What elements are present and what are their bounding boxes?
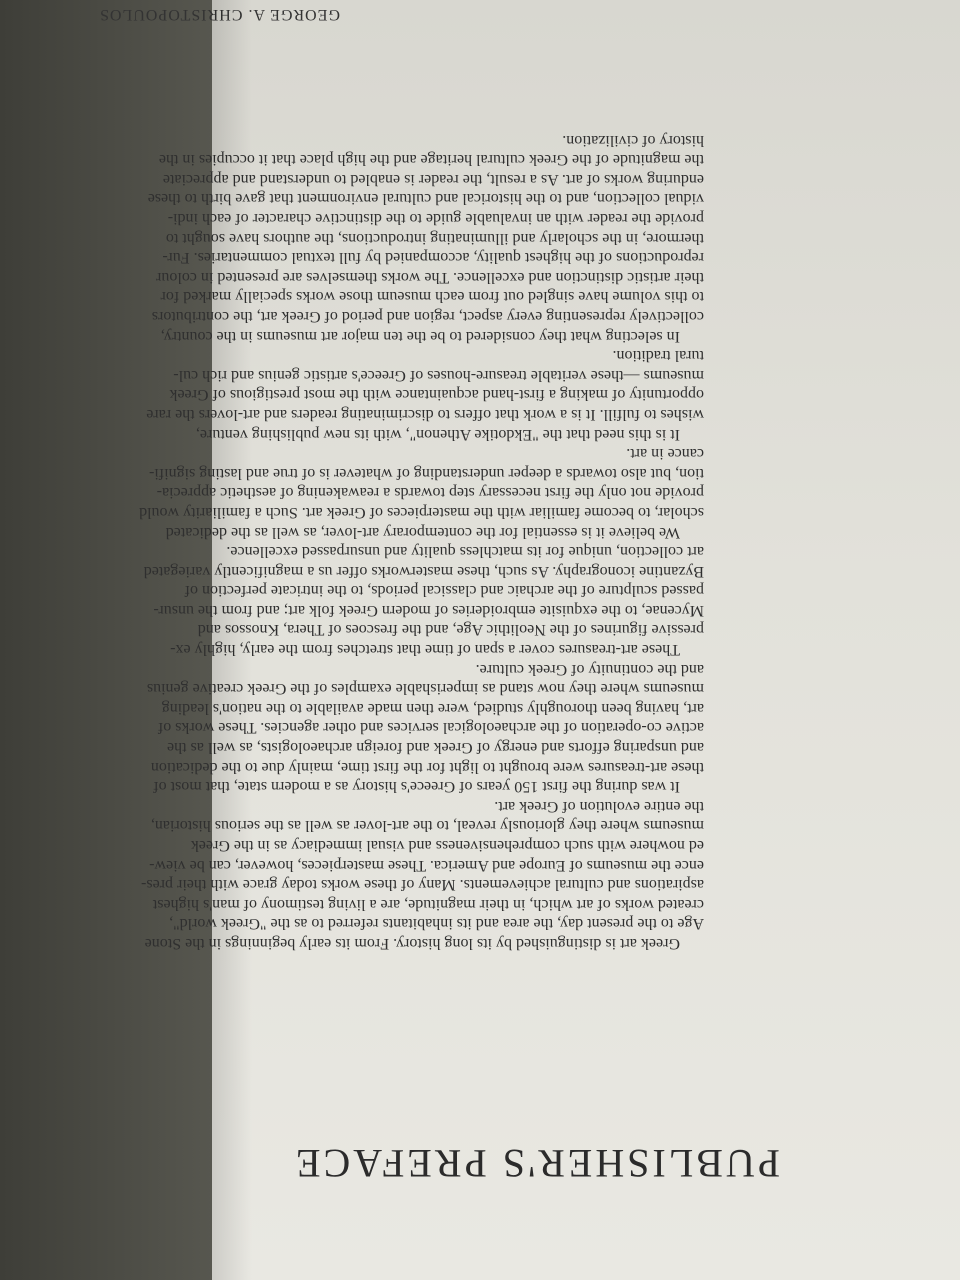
text-line: scholar, to become familiar with the masterpieces of Greek art. Such a familiarity would xyxy=(139,503,704,521)
text-line: pressive figurines of the Neolithic Age, and the frescoes of Thera, Knossos and xyxy=(197,621,704,639)
text-line: museums where they now stand as imperishable examples of the Greek creative genius xyxy=(146,680,704,698)
text-line: opportunity of making a first-hand acquaintance with the most prestigious of Greek xyxy=(169,386,704,404)
text-line: thermore, in the scholarly and illuminating introductions, the authors have sought to xyxy=(165,229,704,247)
text-line: These art-treasures cover a span of time that stretches from the early, highly ex- xyxy=(170,641,680,659)
text-line: active co-operation of the archaeological services and other agencies. These works of xyxy=(157,719,704,737)
text-line: wishes to fulfill. It is a work that offers to discriminating readers and art-lovers the rare xyxy=(146,405,704,423)
text-line: tion, but also towards a deeper understanding of whatever is of true and lasting signifi- xyxy=(149,464,704,482)
text-line: We believe it is essential for the contemporary art-lover, as well as the dedicated xyxy=(165,523,680,541)
text-line: Greek art is distinguished by its long history. From its early beginnings in the Stone xyxy=(144,935,680,952)
preface-body xyxy=(24,130,704,953)
text-line: to this volume have singled out from each museum those works specially marked for xyxy=(160,288,704,306)
text-line: art collection, unique for its matchless quality and unsurpassed excellence. xyxy=(226,543,704,561)
text-line: collectively representing every aspect, region and period of Greek art, the contributors xyxy=(151,308,704,325)
text-line: history of civilization. xyxy=(562,131,704,149)
text-line: ed nowhere with such comprehensiveness and visual immediacy as in the Greek xyxy=(190,837,704,855)
text-line: the magnitude of the Greek cultural heritage and the high place that it occupies in the xyxy=(158,151,704,169)
text-line: Byzantine iconography. As such, these masterworks offer us a magnificently variegated xyxy=(143,562,704,580)
text-line: provide not only the first necessary step towards a reawakening of aesthetic apprecia- xyxy=(156,484,704,502)
text-line: ence the museums of Europe and America. These masterpieces, however, can be view- xyxy=(149,856,704,874)
text-line: and unsparing efforts and energy of Greek and foreign archaeologists, as well as the xyxy=(166,739,704,757)
text-line: aspirations and cultural achievements. Many of these works today grace with their pres- xyxy=(141,876,704,894)
text-line: created works of art which, in their magnitude, are a living testimony of man's highest xyxy=(152,895,704,913)
text-line: cance in art. xyxy=(626,445,704,463)
text-line: Mycenae, to the exquisite embroideries of modern Greek folk art; and from the unsur- xyxy=(153,601,704,619)
text-line: vidual collection, and to the historical and cultural environment that gave birth to these xyxy=(147,190,704,208)
text-line: Age to the present day, the area and its inhabitants referred to as the "Greek world", xyxy=(169,915,704,933)
text-line: passed sculpture of the archaic and classical periods, to the intricate perfection of xyxy=(184,582,704,600)
text-line: and the continuity of Greek culture. xyxy=(475,660,704,678)
text-line: In selecting what they considered to be the ten major art museums in the country, xyxy=(160,327,680,345)
page-title: PUBLISHER'S PREFACE xyxy=(293,1141,780,1186)
text-line: enduring works of art. As a result, the reader is enabled to understand and appreciate xyxy=(162,170,704,188)
text-line: their artistic distinction and excellence. The works themselves are presented in colour xyxy=(156,268,704,286)
text-line: art, having been thoroughly studied, were then made available to the nation's leading xyxy=(161,699,704,717)
text-line: museums where they gloriously reveal, to the art-lover as well as the serious historian, xyxy=(150,817,704,835)
text-line: these art-treasures were brought to light for the first time, mainly due to the dedication xyxy=(150,758,704,776)
text-line: It is this need that the "Ekdotike Athenon", with its new publishing venture, xyxy=(195,425,680,443)
author-signature: GEORGE A. CHRISTOPOULOS xyxy=(99,6,340,23)
text-line: tural tradition. xyxy=(612,347,704,365)
text-line: provide the reader with an invaluable guide to the distinctive character of each indi- xyxy=(167,210,704,228)
paper-sheet xyxy=(99,0,960,1280)
text-line: It was during the first 150 years of Greece's history as a modern state, that most of xyxy=(153,778,680,796)
text-line: museums —these veritable treasure-houses of Greece's artistic genius and rich cul- xyxy=(173,366,704,384)
text-line: the entire evolution of Greek art. xyxy=(494,797,704,815)
text-line: reproductions of the highest quality, accompanied by full textual commentaries. Fur- xyxy=(162,249,704,267)
